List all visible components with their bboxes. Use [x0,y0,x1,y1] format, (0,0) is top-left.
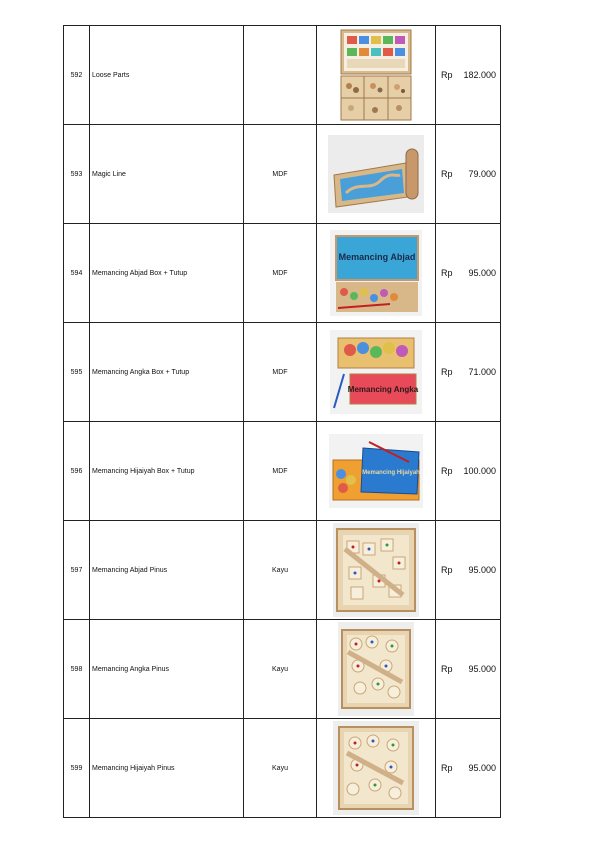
table-row [64,620,501,719]
loose-parts-thumbnail [339,26,413,124]
item-number: 595 [64,323,90,422]
item-name: Magic Line [90,125,244,224]
item-name: Memancing Hijaiyah Box + Tutup [90,422,244,521]
item-number: 596 [64,422,90,521]
item-price: 95.000 [468,763,496,773]
item-name: Memancing Angka Box + Tutup [90,323,244,422]
item-name: Memancing Angka Pinus [90,620,244,719]
currency-label: Rp [441,565,453,575]
memancing-hijaiyah-box-thumbnail [329,434,423,508]
memancing-abjad-box-thumbnail [330,230,422,316]
product-table [63,25,501,818]
item-material: MDF [244,224,317,323]
item-price: 182.000 [463,70,496,80]
box-label: Memancing Abjad [338,252,416,262]
item-number: 593 [64,125,90,224]
memancing-angka-pinus-thumbnail [338,622,414,716]
table-row [64,323,501,422]
item-material: MDF [244,125,317,224]
item-price: 95.000 [468,565,496,575]
memancing-hijaiyah-pinus-thumbnail [333,721,419,815]
item-material: Kayu [244,719,317,818]
table-row [64,26,501,125]
item-name: Memancing Abjad Pinus [90,521,244,620]
currency-label: Rp [441,169,453,179]
currency-label: Rp [441,763,453,773]
item-price: 71.000 [468,367,496,377]
item-number: 594 [64,224,90,323]
memancing-abjad-pinus-thumbnail [333,523,419,617]
item-material: MDF [244,323,317,422]
box-label: Memancing Angka [347,385,419,394]
table-row [64,224,501,323]
table-row [64,719,501,818]
table-row [64,521,501,620]
item-price: 100.000 [463,466,496,476]
box-label: Memancing Hijaiyah [362,470,420,476]
item-number: 597 [64,521,90,620]
item-number: 592 [64,26,90,125]
item-material: Kayu [244,620,317,719]
currency-label: Rp [441,466,453,476]
item-name: Memancing Hijaiyah Pinus [90,719,244,818]
table-row [64,422,501,521]
item-number: 598 [64,620,90,719]
currency-label: Rp [441,268,453,278]
item-material: Kayu [244,521,317,620]
item-price: 79.000 [468,169,496,179]
currency-label: Rp [441,70,453,80]
item-name: Memancing Abjad Box + Tutup [90,224,244,323]
item-price: 95.000 [468,268,496,278]
item-material: MDF [244,422,317,521]
magic-line-thumbnail [328,135,424,213]
currency-label: Rp [441,664,453,674]
item-price: 95.000 [468,664,496,674]
item-number: 599 [64,719,90,818]
currency-label: Rp [441,367,453,377]
table-row [64,125,501,224]
memancing-angka-box-thumbnail [330,330,422,414]
item-name: Loose Parts [90,26,244,125]
item-material [244,26,317,125]
